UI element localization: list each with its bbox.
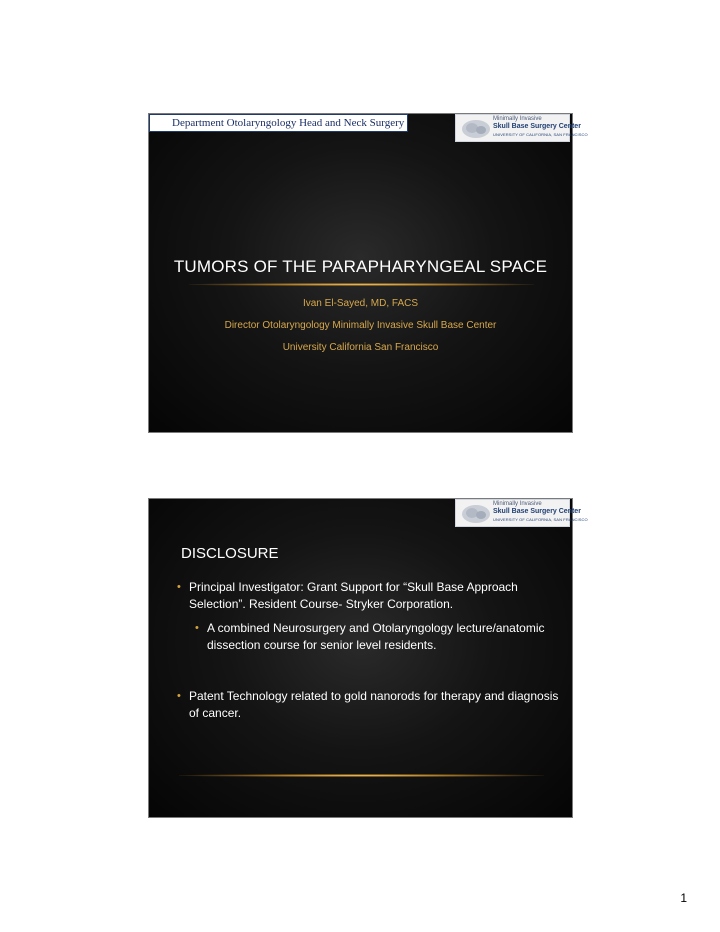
disclosure-slide	[148, 498, 588, 818]
skull-base-center-logo	[455, 499, 588, 527]
skull-icon	[460, 118, 492, 139]
logo-line-2: Skull Base Surgery Center	[493, 508, 581, 515]
title-slide	[148, 113, 588, 433]
logo-line-3: UNIVERSITY OF CALIFORNIA, SAN FRANCISCO	[493, 517, 588, 522]
logo-line-1: Minimally Invasive	[493, 501, 542, 507]
gold-glow-divider	[179, 774, 544, 777]
page-number: 1	[680, 891, 687, 905]
skull-base-center-logo	[455, 114, 588, 142]
bullet-text: Principal Investigator: Grant Support for “Skull Base Approach Selection”. Resident Course- Stryker Corporation.	[189, 580, 518, 611]
bullet-icon: •	[177, 690, 181, 702]
logo-line-2: Skull Base Surgery Center	[493, 123, 581, 130]
department-banner: Department Otolaryngology Head and Neck Surgery	[149, 114, 408, 132]
slide-title: TUMORS OF THE PARAPHARYNGEAL SPACE	[173, 257, 548, 276]
author: Ivan El-Sayed, MD, FACS	[302, 298, 419, 309]
gold-glow-divider	[189, 283, 534, 286]
logo-line-3: UNIVERSITY OF CALIFORNIA, SAN FRANCISCO	[493, 132, 588, 137]
slide-title: DISCLOSURE	[181, 545, 279, 562]
bullet-icon: •	[177, 581, 181, 593]
bullet-item	[177, 688, 559, 722]
sub-bullet-item	[195, 620, 559, 654]
logo-line-1: Minimally Invasive	[493, 116, 542, 122]
bullet-item	[177, 579, 559, 613]
institution: University California San Francisco	[282, 342, 439, 353]
bullet-text: Patent Technology related to gold nanorods for therapy and diagnosis of cancer.	[189, 689, 559, 720]
bullet-text: A combined Neurosurgery and Otolaryngology lecture/anatomic dissection course for senior level residents.	[207, 621, 545, 652]
author-role: Director Otolaryngology Minimally Invasive Skull Base Center	[224, 320, 497, 331]
bullet-icon: •	[195, 622, 199, 634]
skull-icon	[460, 503, 492, 524]
